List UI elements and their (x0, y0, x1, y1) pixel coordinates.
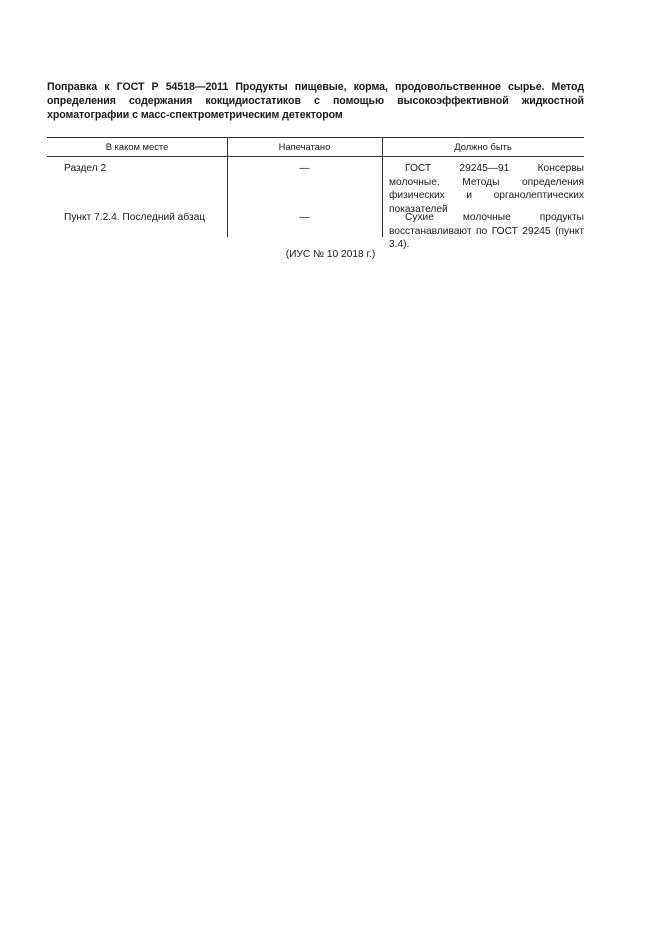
header-should-be: Должно быть (454, 141, 512, 152)
header-printed: Напечатано (278, 141, 331, 152)
correction-table (47, 137, 584, 251)
row-2-should-be: Сухие молочные продукты восстанавливают по ГОСТ 29245 (пункт 3.4). (389, 212, 584, 251)
row-1-printed: — (299, 163, 310, 174)
row-1-place: Раздел 2 (64, 163, 107, 174)
table-header (47, 137, 584, 157)
header-place: В каком месте (105, 141, 169, 152)
issue-reference: (ИУС № 10 2018 г.) (285, 249, 376, 260)
document-title: Поправка к ГОСТ Р 54518—2011 Продукты пищевые, корма, продовольственное сырье. Метод определения содержания кокцидиостатиков с помощью высокоэффективной жидкостной хроматографии с масс-спектрометрическим детектором (47, 81, 584, 121)
row-2-printed: — (299, 212, 310, 223)
table-body (47, 157, 584, 251)
row-1-should-be: ГОСТ 29245—91 Консервы молочные. Методы определения физических и органолептических показателей (389, 163, 584, 215)
row-2-place: Пункт 7.2.4. Последний абзац (64, 212, 206, 223)
